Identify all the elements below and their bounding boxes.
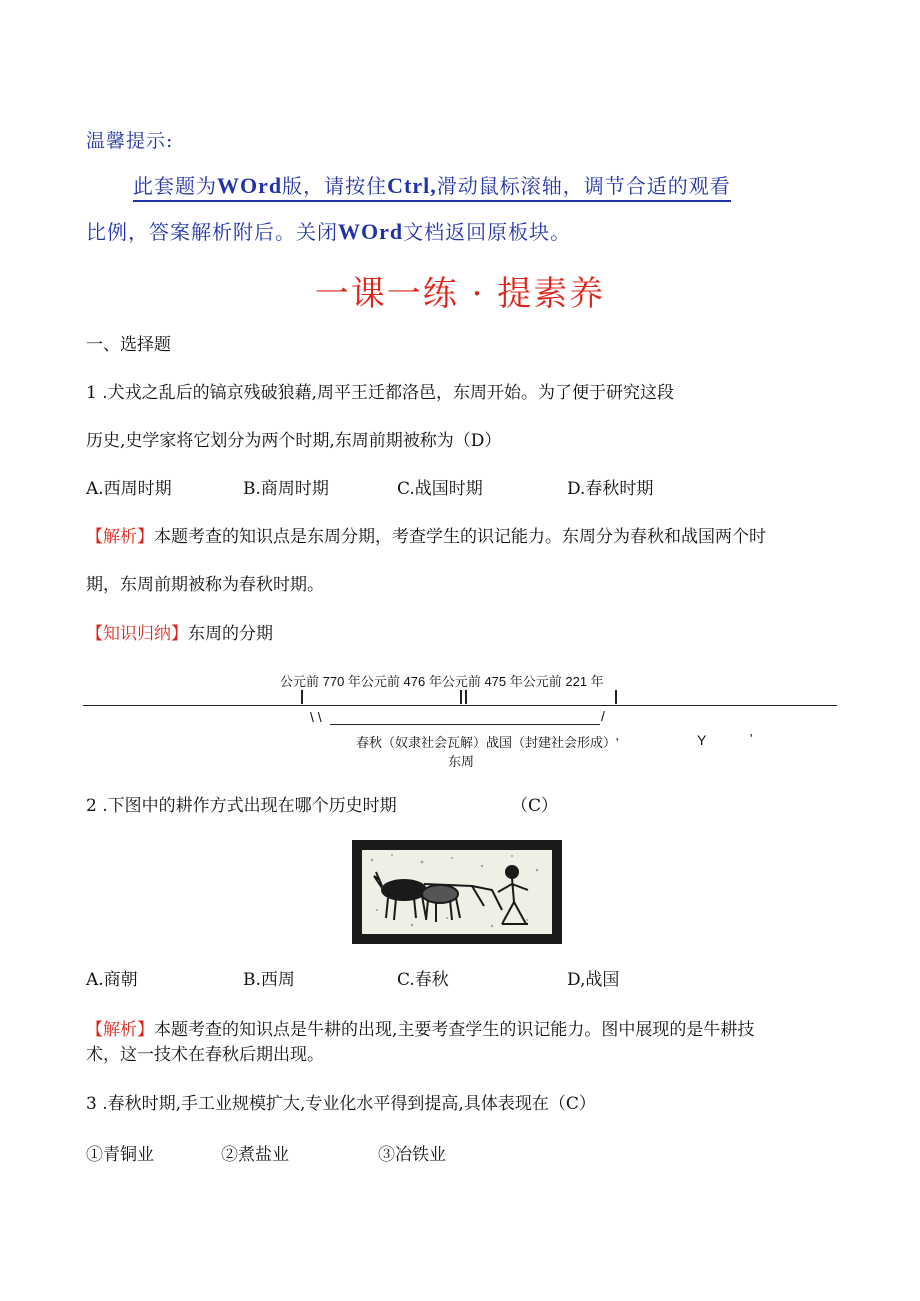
timeline-label: 东周 <box>448 754 475 769</box>
analysis-2-line-2: 术，这一技术在春秋后期出现。 <box>86 1045 324 1065</box>
knowledge-tag: 【知识归纳】 <box>86 624 188 644</box>
tip-word-keyword: WOrd <box>217 173 283 198</box>
analysis-2-line-1 <box>86 1015 754 1040</box>
tip-text: 滑动鼠标滚轴，调节合适的观看 <box>436 174 731 198</box>
timeline-tick <box>615 690 617 704</box>
option-c: C.战国时期 <box>397 479 483 499</box>
option-d: D,战国 <box>567 970 620 990</box>
knowledge-summary <box>86 619 273 644</box>
section-heading: 一、选择题 <box>86 335 171 355</box>
question-3: 3 .春秋时期,手工业规模扩大,专业化水平得到提高,具体表现在（C） <box>86 1094 596 1114</box>
timeline-periods: 春秋（奴隶社会瓦解）战国（封建社会形成）' <box>356 735 619 750</box>
tip-ctrl-keyword: Ctrl, <box>387 173 437 198</box>
timeline-dates: 公元前 770 年公元前 476 年公元前 475 年公元前 221 年 <box>280 674 604 689</box>
knowledge-text: 东周的分期 <box>188 624 273 644</box>
analysis-text: 本题考查的知识点是东周分期，考查学生的识记能力。东周分为春秋和战国两个时 <box>154 527 766 547</box>
option-1: ①青铜业 <box>86 1145 154 1165</box>
analysis-tag: 【解析】 <box>86 527 154 547</box>
option-c: C.春秋 <box>397 970 449 990</box>
tip-line-1 <box>133 170 731 202</box>
question-1-line-1: 1 .犬戎之乱后的镐京残破狼藉,周平王迁都洛邑，东周开始。为了便于研究这段 <box>86 383 675 403</box>
analysis-1-line-1 <box>86 522 766 547</box>
question-1-line-2: 历史,史学家将它划分为两个时期,东周前期被称为（D） <box>86 431 502 451</box>
timeline-brace-line <box>330 724 600 725</box>
question-2-answer: （C） <box>511 796 559 816</box>
option-3: ③冶铁业 <box>378 1145 446 1165</box>
timeline-brace-left: \ \ <box>310 709 322 725</box>
timeline-tick <box>465 690 467 704</box>
tip-text: 此套题为 <box>133 174 217 198</box>
tip-line-2 <box>86 216 571 245</box>
option-a: A.西周时期 <box>86 479 172 499</box>
tip-text: 文档返回原板块。 <box>403 220 572 244</box>
ox-plowing-image <box>352 840 562 944</box>
tip-word-keyword: WOrd <box>338 219 404 244</box>
timeline-tick <box>301 690 303 704</box>
timeline-brace-right: / <box>601 708 605 724</box>
tip-title: 温馨提示: <box>86 130 174 152</box>
analysis-tag: 【解析】 <box>86 1020 154 1040</box>
option-2: ②煮盐业 <box>221 1145 289 1165</box>
option-b: B.商周时期 <box>243 479 329 499</box>
page-title: 一课一练 · 提素养 <box>314 274 606 314</box>
option-b: B.西周 <box>243 970 295 990</box>
timeline-y-mark: Y <box>697 732 707 748</box>
timeline-tick <box>460 690 462 704</box>
option-d: D.春秋时期 <box>567 479 654 499</box>
analysis-text: 本题考查的知识点是牛耕的出现,主要考查学生的识记能力。图中展现的是牛耕技 <box>154 1020 755 1040</box>
option-a: A.商朝 <box>86 970 138 990</box>
tip-text: 比例，答案解析附后。关闭 <box>86 220 338 244</box>
tip-text: 版，请按住 <box>282 174 388 198</box>
question-2: 2 .下图中的耕作方式出现在哪个历史时期 <box>86 796 397 816</box>
analysis-1-line-2: 期，东周前期被称为春秋时期。 <box>86 575 324 595</box>
timeline-axis <box>83 705 837 706</box>
timeline-quote-mark: ' <box>750 731 753 746</box>
